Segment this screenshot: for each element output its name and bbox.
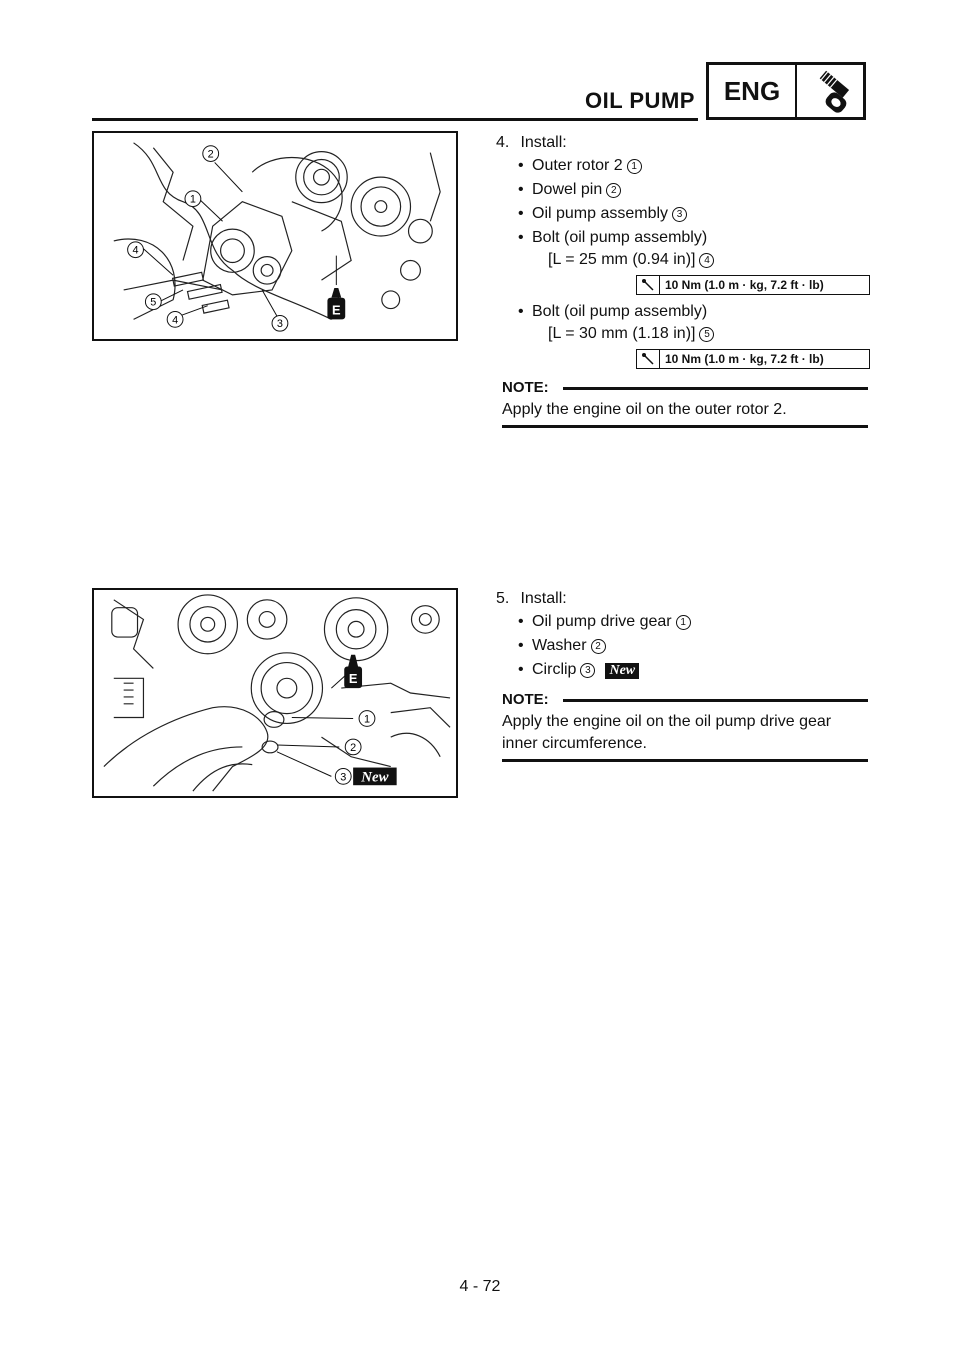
- list-item: • Outer rotor 2 1: [516, 155, 868, 177]
- figure1-callout: 4: [172, 314, 179, 327]
- note-header: NOTE:: [496, 689, 868, 711]
- figure1-callout: 4: [132, 244, 139, 257]
- figure-drive-gear: [92, 588, 458, 798]
- callout-ref: 3: [580, 663, 595, 678]
- torque-wrench-icon: [637, 350, 660, 368]
- torque-spec: 10 Nm (1.0 m · kg, 7.2 ft · lb): [636, 349, 870, 369]
- new-part-badge: [353, 768, 397, 786]
- callout-ref: 1: [627, 159, 642, 174]
- figure2-callout: 1: [363, 713, 371, 726]
- list-item: • Washer 2: [516, 635, 868, 657]
- engine-wrench-icon: [797, 65, 863, 117]
- note-header: NOTE:: [496, 377, 868, 399]
- figure1-callout: 5: [150, 296, 157, 309]
- figure2-callout: 2: [350, 741, 357, 754]
- figure1-callout: 2: [207, 148, 214, 161]
- list-item: • Dowel pin 2: [516, 179, 868, 201]
- torque-wrench-icon: [637, 276, 660, 294]
- callout-ref: 2: [591, 639, 606, 654]
- figure-oil-pump-assembly: [92, 131, 458, 341]
- list-item: • Oil pump assembly 3: [516, 203, 868, 225]
- figure1-callout: 3: [276, 318, 283, 331]
- oil-can-icon: [327, 288, 345, 319]
- header-rule: [92, 118, 698, 121]
- step-number: 4.: [496, 134, 510, 151]
- step-5: [496, 588, 868, 762]
- list-item: • Oil pump drive gear 1: [516, 611, 868, 633]
- list-item: • Bolt (oil pump assembly) [L = 25 mm (0.94 in)] 4: [516, 227, 868, 271]
- torque-spec: 10 Nm (1.0 m · kg, 7.2 ft · lb): [636, 275, 870, 295]
- note-text: Apply the engine oil on the outer rotor 2.: [502, 399, 868, 428]
- figure1-oil-mark: E: [332, 302, 341, 318]
- section-tab: [706, 62, 866, 120]
- step-heading: Install:: [520, 134, 567, 151]
- section-label: ENG: [709, 65, 797, 117]
- figure2-new-badge: New: [361, 769, 389, 786]
- callout-ref: 2: [606, 183, 621, 198]
- figure1-callout: 1: [189, 193, 196, 206]
- step-4: [496, 132, 868, 428]
- note-text: Apply the engine oil on the oil pump drive gear inner circumference.: [502, 711, 868, 762]
- callout-ref: 5: [699, 327, 714, 342]
- figure2-callout: 3: [340, 771, 347, 784]
- figure2-oil-mark: E: [348, 671, 358, 687]
- callout-ref: 1: [676, 615, 691, 630]
- callout-ref: 3: [672, 207, 687, 222]
- page-number: 4 - 72: [459, 1278, 501, 1295]
- new-part-badge: New: [605, 663, 639, 679]
- step-heading: Install:: [520, 590, 567, 607]
- callout-ref: 4: [699, 253, 714, 268]
- list-item: • Circlip 3 New: [516, 659, 868, 681]
- step-number: 5.: [496, 590, 510, 607]
- list-item: • Bolt (oil pump assembly) [L = 30 mm (1.18 in)] 5: [516, 301, 868, 345]
- page-title: OIL PUMP: [585, 88, 695, 113]
